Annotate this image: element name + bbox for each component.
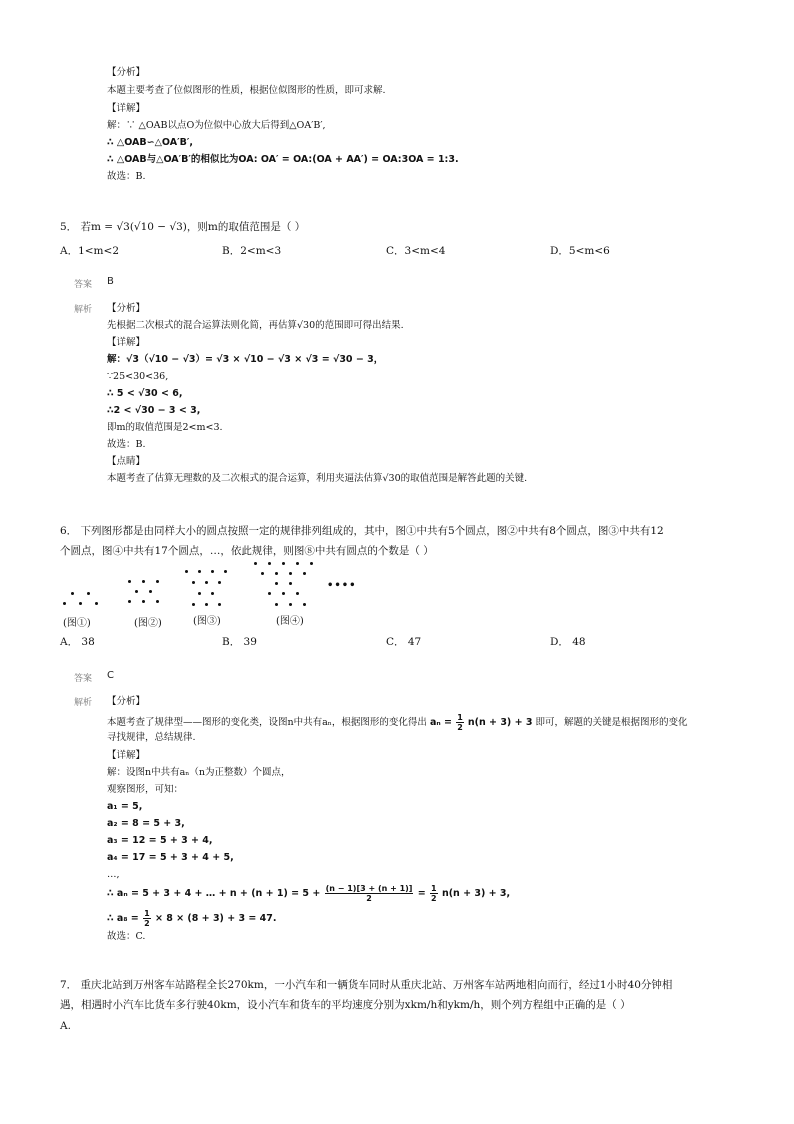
q4-line: 【详解】 bbox=[107, 103, 146, 114]
circle-dot bbox=[95, 602, 98, 605]
q6-final: 故选：C. bbox=[107, 931, 146, 942]
ellipsis-dots: •••• bbox=[327, 580, 357, 591]
q4-line: ∴ △OAB与△OA′B′的相似比为OA: OA′ = OA:(OA + AA′) = OA:3OA = 1:3. bbox=[107, 154, 459, 165]
q6-line: 观察图形，可知： bbox=[107, 784, 184, 795]
q5-answer: B bbox=[107, 276, 114, 287]
q4-line: ∴ △OAB∽△OA′B′, bbox=[107, 137, 193, 148]
sum-part-a: ∴ aₙ = 5 + 3 + 4 + … + n + (n + 1) = 5 + bbox=[107, 888, 324, 899]
circle-dot bbox=[128, 580, 131, 583]
q6-answer: C bbox=[107, 670, 114, 681]
frac-den: 2 bbox=[144, 919, 150, 928]
q6-sum-line bbox=[107, 884, 510, 903]
q6-stem-line2: 个圆点，图④中共有17个圆点，…，依此规律，则图⑧中共有圆点的个数是（ ） bbox=[60, 545, 434, 557]
q6-formula-tail: n(n + 3) + 3 bbox=[467, 717, 533, 728]
q6-line: a₄ = 17 = 5 + 3 + 4 + 5, bbox=[107, 852, 234, 863]
dot-pattern-figure-4 bbox=[250, 560, 324, 612]
a8-part-b: × 8 × (8 + 3) + 3 = 47. bbox=[154, 913, 277, 924]
q4-line: 【分析】 bbox=[107, 67, 146, 78]
dot-pattern-figure-2 bbox=[122, 578, 168, 610]
q5-option-b[interactable]: B．2<m<3 bbox=[222, 245, 282, 257]
q7-line1: 7． 重庆北站到万州客车站路程全长270km，一小汽车和一辆货车同时从重庆北站、万州客车站两地相向而行，经过1小时40分钟相 bbox=[60, 979, 673, 991]
frac-den: 2 bbox=[431, 894, 437, 903]
q4-line: 解：∵ △OAB以点O为位似中心放大后得到△OA′B′, bbox=[107, 120, 326, 131]
q7-option-a[interactable]: A. bbox=[60, 1020, 71, 1032]
circle-dot bbox=[87, 592, 90, 595]
circle-dot bbox=[254, 562, 257, 565]
q6-line: …, bbox=[107, 869, 120, 880]
q6-analysis-line2: 寻找规律，总结规律. bbox=[107, 732, 196, 743]
q4-line: 本题主要考查了位似图形的性质，根据位似图形的性质，即可求解. bbox=[107, 85, 386, 96]
q6-option-d[interactable]: D． 48 bbox=[550, 636, 586, 648]
q6-option-a[interactable]: A． 38 bbox=[60, 636, 95, 648]
circle-dot bbox=[289, 603, 292, 606]
circle-dot bbox=[289, 582, 292, 585]
circle-dot bbox=[135, 590, 138, 593]
q6-analysis-text: 本题考查了规律型——图形的变化类，设图n中共有aₙ，根据图形的变化得出 bbox=[107, 717, 427, 728]
q5-line: 解：√3（√10 − √3）= √3 × √10 − √3 × √3 = √30 − 3， bbox=[107, 354, 384, 365]
circle-dot bbox=[192, 581, 195, 584]
frac-num: 1 bbox=[144, 909, 150, 918]
q5-analysis-tag: 解析 bbox=[74, 305, 93, 315]
circle-dot bbox=[289, 572, 292, 575]
circle-dot bbox=[303, 603, 306, 606]
frac-den: 2 bbox=[457, 723, 463, 732]
frac-num: 1 bbox=[457, 713, 463, 722]
circle-dot bbox=[268, 592, 271, 595]
circle-dot bbox=[211, 570, 214, 573]
circle-dot bbox=[224, 570, 227, 573]
q5-option-a[interactable]: A．1<m<2 bbox=[60, 245, 119, 257]
circle-dot bbox=[192, 603, 195, 606]
circle-dot bbox=[275, 603, 278, 606]
circle-dot bbox=[296, 562, 299, 565]
circle-dot bbox=[261, 572, 264, 575]
dot-pattern-figure-1 bbox=[60, 590, 100, 610]
q5-line: ∴2 < √30 − 3 < 3, bbox=[107, 405, 201, 416]
q6-analysis-tag: 解析 bbox=[74, 698, 93, 708]
q6-line: 【详解】 bbox=[107, 750, 146, 761]
sum-part-b: = bbox=[417, 888, 430, 899]
q6-option-b[interactable]: B． 39 bbox=[222, 636, 257, 648]
q5-option-c[interactable]: C．3<m<4 bbox=[386, 245, 446, 257]
circle-dot bbox=[275, 582, 278, 585]
figure-4-caption: (图④) bbox=[276, 616, 304, 627]
q5-line: ∴ 5 < √30 < 6, bbox=[107, 388, 183, 399]
frac-num: (n − 1)[3 + (n + 1)] bbox=[325, 884, 413, 893]
q6-line: a₃ = 12 = 5 + 3 + 4, bbox=[107, 835, 213, 846]
dot-pattern-figure-3 bbox=[182, 568, 238, 612]
q5-line: 本题考查了估算无理数的及二次根式的混合运算，利用夹逼法估算√30的取值范围是解答此题的关键. bbox=[107, 473, 528, 484]
circle-dot bbox=[156, 580, 159, 583]
circle-dot bbox=[211, 592, 214, 595]
q5-line: 先根据二次根式的混合运算法则化简，再估算√30的范围即可得出结果. bbox=[107, 320, 404, 331]
q5-line: 【详解】 bbox=[107, 337, 146, 348]
sum-frac-2 bbox=[430, 884, 438, 903]
q7-line2: 遇，相遇时小汽车比货车多行驶40km，设小汽车和货车的平均速度分别为xkm/h和ykm/h，则个列方程组中正确的是（ ） bbox=[60, 999, 631, 1011]
circle-dot bbox=[268, 562, 271, 565]
circle-dot bbox=[142, 600, 145, 603]
q6-line: a₁ = 5, bbox=[107, 801, 143, 812]
q5-line: 即m的取值范围是2<m<3. bbox=[107, 422, 223, 433]
circle-dot bbox=[198, 570, 201, 573]
q5-answer-tag: 答案 bbox=[74, 280, 93, 290]
circle-dot bbox=[71, 592, 74, 595]
q6-analysis-line1 bbox=[107, 713, 688, 732]
circle-dot bbox=[63, 602, 66, 605]
circle-dot bbox=[156, 600, 159, 603]
q5-line: ∵25<30<36, bbox=[107, 371, 169, 382]
q6-line: a₂ = 8 = 5 + 3, bbox=[107, 818, 185, 829]
q6-a8-line bbox=[107, 909, 277, 928]
q5-stem: 5． 若m = √3(√10 − √3)，则m的取值范围是（ ） bbox=[60, 221, 306, 233]
circle-dot bbox=[149, 590, 152, 593]
q5-line: 【点睛】 bbox=[107, 456, 146, 467]
circle-dot bbox=[198, 592, 201, 595]
circle-dot bbox=[205, 581, 208, 584]
sum-part-c: n(n + 3) + 3, bbox=[441, 888, 511, 899]
circle-dot bbox=[218, 603, 221, 606]
q4-line: 故选：B. bbox=[107, 171, 146, 182]
q6-option-c[interactable]: C． 47 bbox=[386, 636, 422, 648]
a8-part-a: ∴ a₈ = bbox=[107, 913, 143, 924]
q6-analysis-heading: 【分析】 bbox=[107, 696, 146, 707]
q6-analysis-text-tail: 即可，解题的关键是根据图形的变化 bbox=[535, 717, 688, 728]
circle-dot bbox=[282, 562, 285, 565]
q5-line: 【分析】 bbox=[107, 303, 146, 314]
circle-dot bbox=[185, 570, 188, 573]
q6-answer-tag: 答案 bbox=[74, 674, 93, 684]
q6-formula-an: aₙ = bbox=[429, 717, 456, 728]
q5-option-d[interactable]: D．5<m<6 bbox=[550, 245, 610, 257]
figure-3-caption: (图③) bbox=[193, 616, 221, 627]
circle-dot bbox=[128, 600, 131, 603]
q6-line: 解：设图n中共有aₙ（n为正整数）个圆点， bbox=[107, 767, 291, 778]
q6-formula-frac bbox=[456, 713, 464, 732]
circle-dot bbox=[79, 602, 82, 605]
circle-dot bbox=[282, 592, 285, 595]
circle-dot bbox=[142, 580, 145, 583]
circle-dot bbox=[218, 581, 221, 584]
circle-dot bbox=[303, 572, 306, 575]
frac-den: 2 bbox=[366, 894, 372, 903]
circle-dot bbox=[205, 603, 208, 606]
circle-dot bbox=[310, 562, 313, 565]
circle-dot bbox=[296, 592, 299, 595]
a8-frac bbox=[143, 909, 151, 928]
frac-num: 1 bbox=[431, 884, 437, 893]
q6-stem-line1: 6． 下列图形都是由同样大小的圆点按照一定的规律排列组成的，其中，图①中共有5个圆点，图②中共有8个圆点，图③中共有12 bbox=[60, 525, 664, 537]
sum-frac bbox=[325, 884, 414, 903]
q5-line: 故选：B. bbox=[107, 439, 146, 450]
figure-1-caption: (图①) bbox=[63, 618, 91, 629]
circle-dot bbox=[275, 572, 278, 575]
figure-2-caption: (图②) bbox=[134, 618, 162, 629]
